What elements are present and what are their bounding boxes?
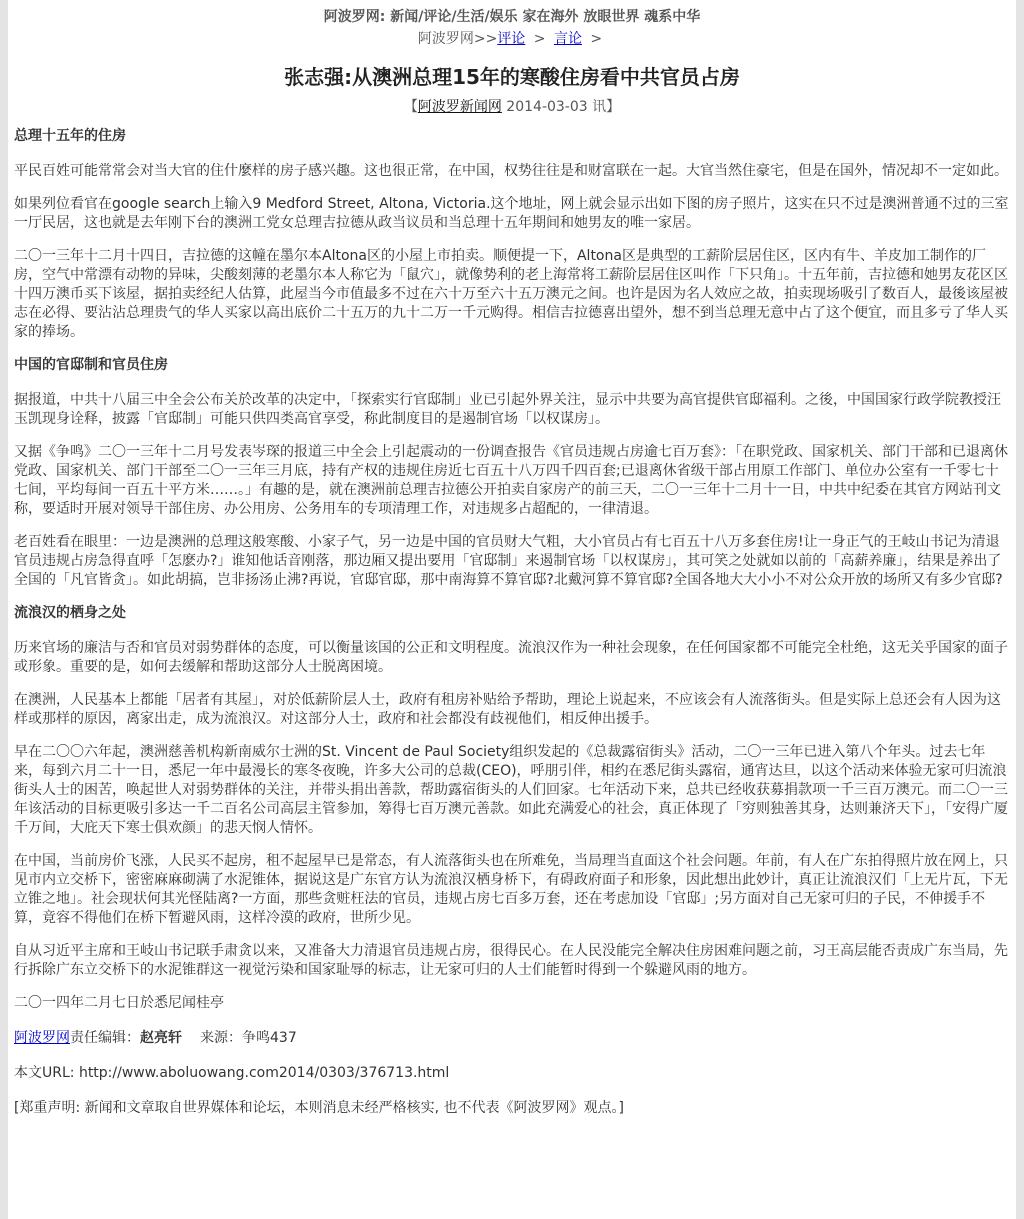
breadcrumb-separator: > [590, 31, 603, 47]
article-title: 张志强:从澳洲总理15年的寒酸住房看中共官员占房 [284, 65, 740, 89]
paragraph: 老百姓看在眼里：一边是澳洲的总理这般寒酸、小家子气，另一边是中国的官员财大气粗，大小官员占有七百五十八万多套住房!让一身正气的王岐山书记为清退官员违规占房急得直呼「怎麽办?」谁知他话音刚落，那边厢又提出要用「官邸制」来遏制官场「以权谋房」，其可笑之处就如以前的「高薪养廉」，结果是养出了全国的「凡官皆贪」。如此胡搞，岂非扬汤止沸?再说，官邸官邸，那中南海算不算官邸?北戴河算不算官邸?全国各地大大小小不对公众开放的场所又有多少官邸? [14, 534, 1003, 588]
source-bracket-open: 【 [403, 99, 418, 115]
paragraph: 又据《争鸣》二〇一三年十二月号发表岑琛的报道三中全会上引起震动的一份调查报告《官员违规占房逾七百万套》：「在职党政、国家机关、部门干部和已退离休党政、国家机关、部门干部至二〇一三年三月底，持有产权的违规住房近七百五十八万四千四百套;已退离休省级干部占用原工作部门、单位办公室有一千零七十七间，平均每间一百五十平方米……。」有趣的是，就在澳洲前总理吉拉德公开拍卖自家房产的前三天，二〇一三年十二月十一日，中共中纪委在其官方网站刊文称，要适时开展对领导干部住房、办公用房、公务用车的专项清理工作，对违规多占超配的，一律清退。 [14, 444, 1008, 517]
paragraph: 据报道，中共十八届三中全会公布关於改革的决定中，「探索实行官邸制」业已引起外界关注，显示中共要为高官提供官邸福利。之後，中国国家行政学院教授汪玉凯现身诠释，披露「官邸制」可能只供四类高官享受，称此制度目的是遏制官场「以权谋房」。 [14, 392, 1001, 427]
paragraph: 二〇一三年十二月十四日，吉拉德的这幢在墨尔本Altona区的小屋上市拍卖。顺便提一下，Altona区是典型的工薪阶层居住区，区内有牛、羊皮加工制作的厂房，空气中常漂有动物的异味，尖酸刻薄的老墨尔本人称它为「鼠穴」，就像势利的老上海常将工薪阶层居住区叫作「下只角」。十五年前，吉拉德和她男友花区区十四万澳币买下该屋，据拍卖经纪人估算，此屋当今市值最多不过在六十万至六十五万澳元之间。也许是因为名人效应之故，拍卖现场吸引了数百人，最後该屋被志在必得、要沾沾总理贵气的华人买家以高出底价二十五万的九十二万一千元购得。相信吉拉德喜出望外，想不到当总理无意中占了这个便宜，而且多亏了华人买家的捧场。 [14, 248, 1008, 340]
paragraph: 在澳洲，人民基本上都能「居者有其屋」，对於低薪阶层人士，政府有租房补贴给予帮助，理论上说起来，不应该会有人流落街头。但是实际上总还会有人因为这样或那样的原因，离家出走，成为流浪汉。对这部分人士，政府和社会都没有歧视他们，相反伸出援手。 [14, 692, 1001, 727]
article-page [8, 0, 1016, 1219]
section-heading: 中国的官邸制和官员住房 [14, 357, 168, 373]
paragraph: 如果列位看官在google search上输入9 Medford Street, Altona, Victoria.这个地址，网上就会显示出如下图的房子照片，这实在只不过是澳洲普通不过的三室一厅民居，这也就是去年刚下台的澳洲工党女总理吉拉德从政当议员和当总理十五年期间和她男友的唯一家居。 [14, 196, 1009, 231]
disclaimer: [郑重声明: 新闻和文章取自世界媒体和论坛，本则消息未经严格核实, 也不代表《阿波罗网》观点。] [14, 1100, 624, 1116]
source-label: 来源：争鸣437 [200, 1030, 297, 1046]
paragraph: 早在二〇〇六年起，澳洲慈善机构新南威尔士洲的St. Vincent de Paul Society组织发起的《总裁露宿街头》活动，二〇一三年已进入第八个年头。过去七年来，每到六月二十一日，悉尼一年中最漫长的寒冬夜晚，许多大公司的总裁(CEO)，呼朋引伴，相约在悉尼街头露宿，通宵达旦，以这个活动来体验无家可归流浪街头人士的困苦，唤起世人对弱势群体的关注，并带头捐出善款，帮助露宿街头的人们回家。七年活动下来，总共已经收获募捐款项一千三百万澳元。而二〇一三年该活动的目标更吸引多达一千二百名公司高层主管参加，筹得七百万澳元善款。如此充满爱心的社会，真正体现了「穷则独善其身，达则兼济天下」，「安得广厦千万间，大庇天下寒士俱欢颜」的悲天悯人情怀。 [14, 744, 1008, 836]
breadcrumb-separator: > [533, 31, 546, 47]
breadcrumb-home: 阿波罗网>> [417, 31, 498, 47]
article-date: 2014-03-03 讯】 [501, 99, 621, 115]
paragraph: 历来官场的廉洁与否和官员对弱势群体的态度，可以衡量该国的公正和文明程度。流浪汉作为一种社会现象，在任何国家都不可能完全杜绝，这无关乎国家的面子或形象。重要的是，如何去缓解和帮助这部分人士脱离困境。 [14, 640, 1008, 675]
paragraph: 在中国，当前房价飞涨，人民买不起房，租不起屋早已是常态，有人流落街头也在所难免，当局理当直面这个社会问题。年前，有人在广东拍得照片放在网上，只见市内立交桥下，密密麻麻砌满了水泥锥体，据说这是广东官方认为流浪汉栖身桥下，有碍政府面子和形象，因此想出此妙计，真正让流浪汉们「上无片瓦，下无立锥之地」。社会现状何其光怪陆离?一方面，那些贪赃枉法的官员，违规占房七百多万套，还在考虑加设「官邸」;另方面对自己无家可归的子民，不伸援手不算，竟容不得他们在桥下暂避风雨，这样冷漠的政府，世所少见。 [14, 853, 1008, 926]
author-signoff: 二〇一四年二月七日於悉尼闻桂亭 [14, 995, 224, 1011]
site-tagline: 阿波罗网: 新闻/评论/生活/娱乐 家在海外 放眼世界 魂系中华 [323, 9, 701, 25]
editor-line [14, 1029, 1010, 1048]
paragraph: 平民百姓可能常常会对当大官的住什麼样的房子感兴趣。这也很正常，在中国，权势往往是和财富联在一起。大官当然住豪宅，但是在国外，情况却不一定如此。 [14, 163, 1008, 179]
article-source-line [14, 97, 1010, 117]
section-heading: 总理十五年的住房 [14, 128, 126, 144]
footer-site-link[interactable]: 阿波罗网 [14, 1030, 70, 1046]
breadcrumb-link-comment[interactable]: 评论 [497, 31, 526, 47]
article-body [14, 127, 1010, 1118]
paragraph: 自从习近平主席和王岐山书记联手肃贪以来，又准备大力清退官员违规占房，很得民心。在人民没能完全解决住房困难问题之前，习王高层能否责成广东当局，先行拆除广东立交桥下的水泥锥群这一视觉污染和国家耻辱的标志，让无家可归的人士们能暂时得到一个躲避风雨的地方。 [14, 943, 1008, 978]
section-heading: 流浪汉的栖身之处 [14, 605, 126, 621]
breadcrumb [14, 29, 1010, 49]
editor-name: 赵亮轩 [140, 1030, 182, 1046]
source-site-link[interactable]: 阿波罗新闻网 [417, 99, 502, 115]
editor-label: 责任编辑： [70, 1030, 140, 1046]
breadcrumb-link-opinion[interactable]: 言论 [553, 31, 582, 47]
article-url: 本文URL: http://www.aboluowang.com2014/0303/376713.html [14, 1065, 450, 1081]
